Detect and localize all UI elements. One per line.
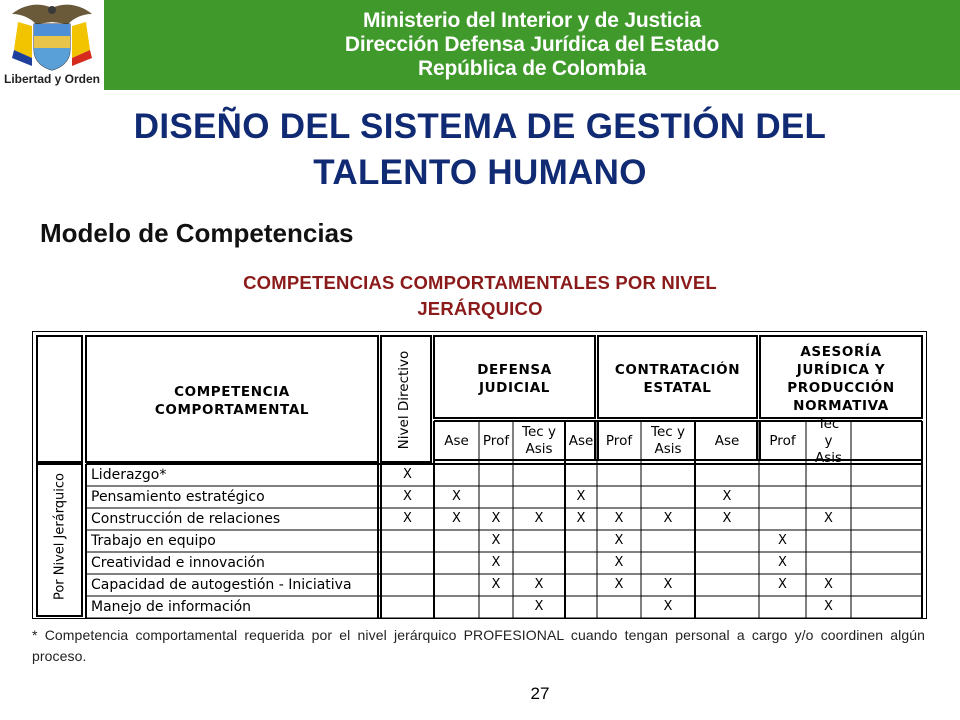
header-competencia-line2: COMPORTAMENTAL xyxy=(154,402,310,418)
subheader-tec-asis: Tec y Asis xyxy=(651,424,685,457)
header-nivel-directivo-box xyxy=(378,340,431,462)
row-mark: X xyxy=(824,599,833,614)
row-mark: X xyxy=(778,533,787,548)
row-mark: X xyxy=(452,511,461,526)
row-label: Liderazgo* xyxy=(91,467,167,483)
row-mark: X xyxy=(576,511,586,526)
row-mark: X xyxy=(491,577,501,592)
page-number: 27 xyxy=(530,684,550,703)
header-box xyxy=(37,336,82,462)
page-title-line1: DISEÑO DEL SISTEMA DE GESTIÓN DEL xyxy=(133,107,827,146)
subheader-ase: Ase xyxy=(444,432,469,449)
row-mark: X xyxy=(452,489,461,504)
row-mark: X xyxy=(614,555,624,570)
banner-country: República de Colombia xyxy=(418,57,646,80)
table-title-line1: COMPETENCIAS COMPORTAMENTALES POR NIVEL xyxy=(243,272,717,293)
subheader-prof: Prof xyxy=(605,432,633,449)
header-group-defensa-line1: DEFENSA xyxy=(477,362,552,378)
subheader-tec-asis: Tec y Asis xyxy=(814,415,843,466)
row-mark: X xyxy=(614,577,624,592)
row-mark: X xyxy=(663,599,673,614)
row-mark: X xyxy=(614,511,624,526)
row-label: Capacidad de autogestión - Iniciativa xyxy=(91,577,352,593)
row-label: Creatividad e innovación xyxy=(91,555,265,571)
row-mark: X xyxy=(534,599,544,614)
header-group-asesoria-line2: JURÍDICA Y xyxy=(796,362,886,378)
row-mark: X xyxy=(663,577,673,592)
header-nivel-directivo: Nivel Directivo xyxy=(396,350,412,450)
row-mark: X xyxy=(576,489,586,504)
row-mark: X xyxy=(824,511,833,526)
header-group-asesoria-line4: NORMATIVA xyxy=(793,398,889,414)
header-group-defensa-line2: JUDICIAL xyxy=(478,380,550,396)
header-group-contratacion-line1: CONTRATACIÓN xyxy=(614,362,741,378)
competencies-table xyxy=(32,331,927,619)
subheader-prof: Prof xyxy=(482,432,510,449)
side-label: Por Nivel Jerárquico xyxy=(52,472,68,601)
subheader-prof: Prof xyxy=(769,432,796,449)
header-competencia xyxy=(86,340,378,462)
row-mark: X xyxy=(403,489,412,504)
table-title-line2: JERÁRQUICO xyxy=(417,298,543,319)
page-title-line2: TALENTO HUMANO xyxy=(313,153,647,192)
header-group-asesoria-line1: ASESORÍA xyxy=(800,344,882,360)
row-mark: X xyxy=(491,555,501,570)
header-group-contratacion xyxy=(598,340,757,418)
header-group-asesoria-line3: PRODUCCIÓN xyxy=(787,380,895,396)
row-mark: X xyxy=(663,511,673,526)
row-mark: X xyxy=(722,511,732,526)
row-label: Manejo de información xyxy=(91,599,252,615)
header-group-defensa xyxy=(434,340,595,418)
header-group-contratacion-line2: ESTATAL xyxy=(643,380,712,396)
section-subtitle: Modelo de Competencias xyxy=(40,218,354,248)
subheader-ase: Ase xyxy=(568,432,594,449)
row-mark: X xyxy=(778,555,787,570)
header-banner xyxy=(104,0,960,90)
subheader-tec-asis: Tec y Asis xyxy=(522,424,556,457)
row-mark: X xyxy=(778,577,787,592)
row-mark: X xyxy=(722,489,732,504)
logo-motto: Libertad y Orden xyxy=(3,72,101,86)
page-title xyxy=(0,104,960,196)
row-mark: X xyxy=(534,511,544,526)
subheader-ase: Ase xyxy=(714,432,740,449)
header-group-asesoria xyxy=(760,338,922,420)
banner-ministry: Ministerio del Interior y de Justicia xyxy=(362,9,702,32)
row-mark: X xyxy=(491,533,501,548)
row-mark: X xyxy=(824,577,833,592)
table-title xyxy=(160,270,800,322)
row-mark: X xyxy=(491,511,501,526)
banner-direction: Dirección Defensa Jurídica del Estado xyxy=(344,33,720,56)
row-label: Pensamiento estratégico xyxy=(91,489,265,505)
footnote: * Competencia comportamental requerida por el nivel jerárquico PROFESIONAL cuando tengan personal a cargo y/o coordinen algún proceso. xyxy=(32,627,925,664)
row-mark: X xyxy=(534,577,544,592)
row-mark: X xyxy=(403,511,412,526)
header-competencia-line1: COMPETENCIA xyxy=(174,384,290,400)
side-label-box xyxy=(37,463,82,615)
row-mark: X xyxy=(403,467,412,482)
row-mark: X xyxy=(614,533,624,548)
row-label: Trabajo en equipo xyxy=(91,533,216,549)
coat-of-arms-logo xyxy=(2,0,102,92)
row-label: Construcción de relaciones xyxy=(91,511,281,527)
